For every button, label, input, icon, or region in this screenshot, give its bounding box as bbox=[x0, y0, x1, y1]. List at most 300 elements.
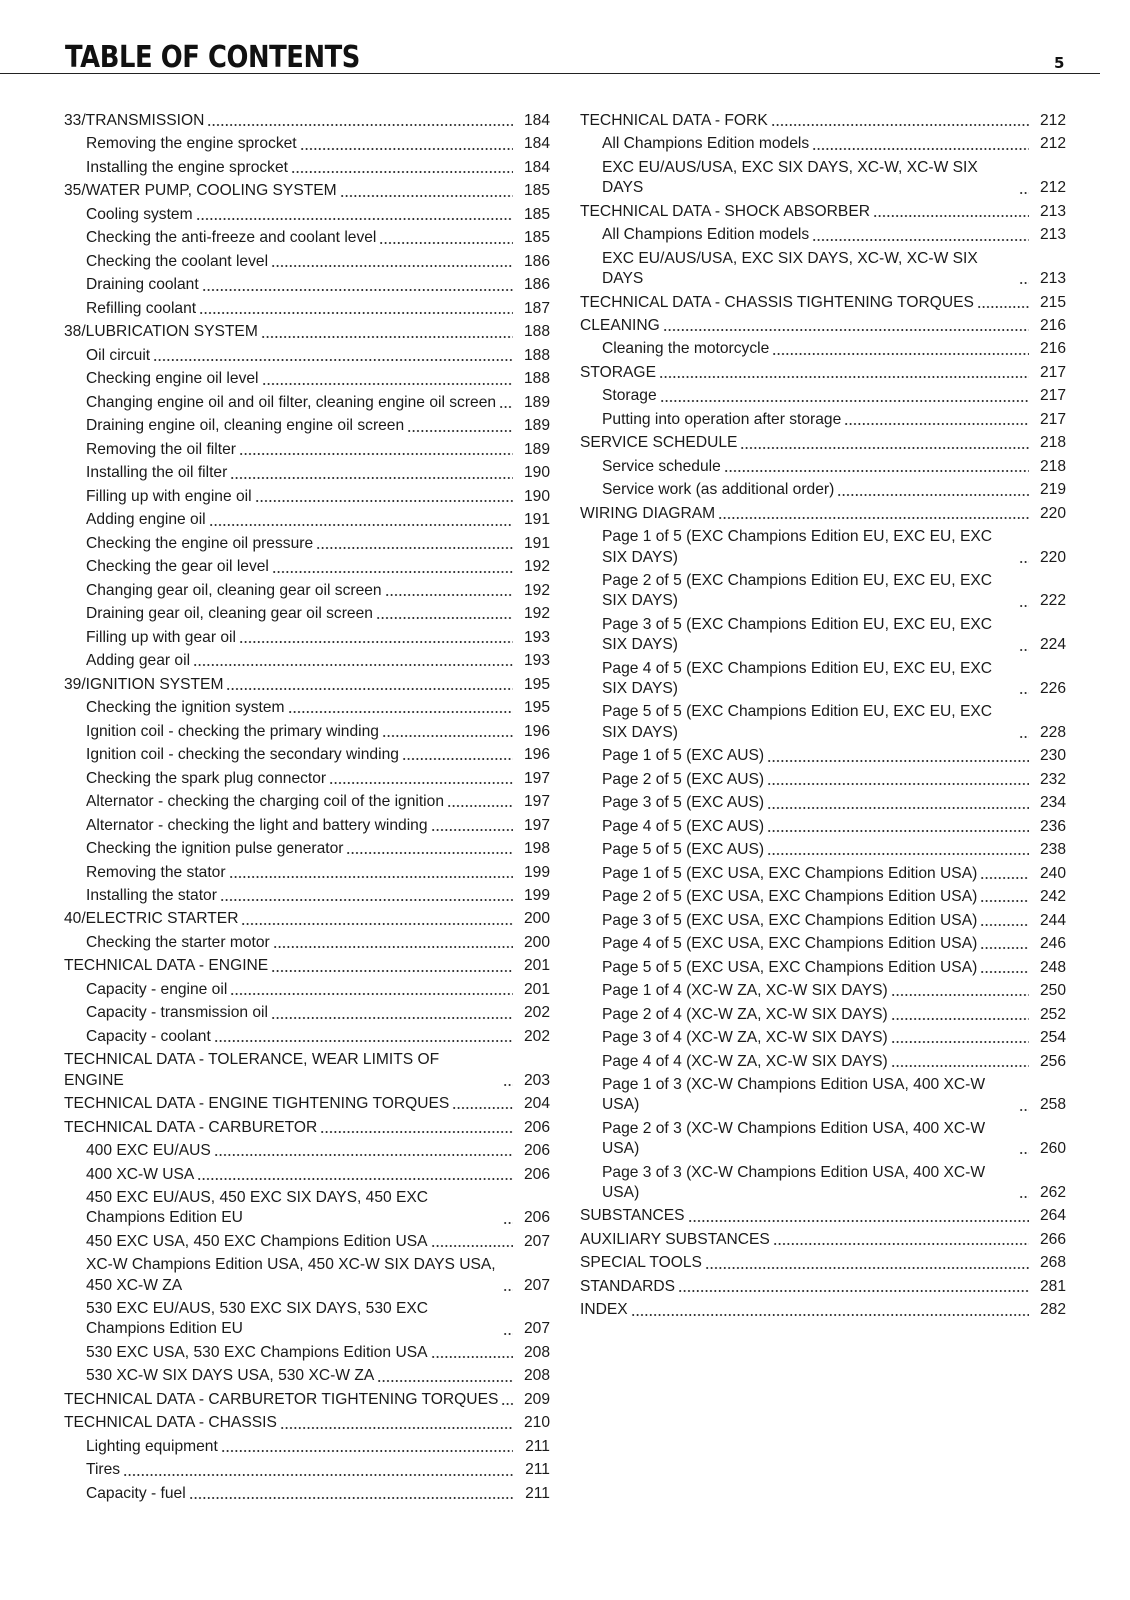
toc-entry-page: 184 bbox=[523, 158, 550, 176]
toc-entry-page: 188 bbox=[523, 346, 550, 364]
toc-subentry[interactable] bbox=[64, 980, 550, 1000]
toc-entry-title-wrap bbox=[86, 1484, 516, 1504]
dot-leader bbox=[346, 851, 513, 855]
toc-entry-title-wrap bbox=[86, 205, 516, 225]
dot-leader bbox=[977, 305, 1029, 309]
toc-entry-title-wrap bbox=[86, 886, 516, 906]
toc-entry-page: 190 bbox=[523, 487, 550, 505]
toc-entry-page: 204 bbox=[523, 1095, 550, 1113]
toc-entry-page: 195 bbox=[523, 675, 550, 693]
toc-entry-title: 40/ELECTRIC STARTER bbox=[64, 910, 239, 928]
toc-entry-title: TECHNICAL DATA - ENGINE TIGHTENING TORQUES bbox=[64, 1095, 450, 1113]
toc-entry-title-wrap bbox=[86, 487, 516, 507]
dot-leader bbox=[214, 1153, 513, 1157]
toc-entry-title: Page 3 of 5 (EXC Champions Edition EU, EXC EU, EXC SIX DAYS) bbox=[602, 615, 993, 654]
toc-entry-title: Removing the stator bbox=[86, 863, 226, 881]
toc-entry-page: 212 bbox=[1039, 179, 1066, 197]
toc-entry-page: 185 bbox=[523, 229, 550, 247]
toc-entry-title-wrap bbox=[602, 934, 1032, 954]
dot-leader bbox=[239, 452, 513, 456]
toc-entry-page: 187 bbox=[523, 299, 550, 317]
dot-leader bbox=[196, 217, 513, 221]
toc-entry-title: Checking the engine oil pressure bbox=[86, 534, 314, 552]
toc-entry-title: Page 4 of 5 (EXC USA, EXC Champions Edition USA) bbox=[602, 935, 978, 953]
dot-leader bbox=[407, 429, 513, 433]
toc-entry-page: 191 bbox=[523, 534, 550, 552]
toc-entry[interactable] bbox=[64, 1094, 550, 1114]
dot-leader bbox=[767, 806, 1029, 810]
dot-leader bbox=[291, 170, 513, 174]
toc-subentry[interactable] bbox=[580, 958, 1066, 978]
toc-entry-title-wrap bbox=[86, 534, 516, 554]
toc-subentry[interactable] bbox=[64, 863, 550, 883]
toc-entry[interactable] bbox=[64, 322, 550, 342]
toc-entry-title-wrap bbox=[86, 134, 516, 154]
toc-entry[interactable] bbox=[580, 202, 1066, 222]
toc-entry-title: 33/TRANSMISSION bbox=[64, 112, 205, 129]
toc-entry-title-wrap bbox=[602, 702, 1032, 743]
toc-subentry[interactable] bbox=[64, 1366, 550, 1386]
toc-subentry[interactable] bbox=[64, 557, 550, 577]
dot-leader bbox=[230, 992, 513, 996]
toc-entry-title: XC-W Champions Edition USA, 450 XC-W SIX DAYS USA, 450 XC-W ZA bbox=[86, 1256, 496, 1294]
toc-entry-page: 186 bbox=[523, 276, 550, 294]
toc-subentry[interactable] bbox=[580, 887, 1066, 907]
toc-entry-page: 208 bbox=[523, 1343, 550, 1361]
toc-entry-title: Storage bbox=[602, 387, 657, 405]
toc-entry-title: Page 3 of 3 (XC-W Champions Edition USA, 400 XC-W USA) bbox=[602, 1163, 986, 1201]
dot-leader bbox=[316, 546, 513, 550]
toc-subentry[interactable] bbox=[580, 770, 1066, 790]
dot-leader bbox=[209, 523, 513, 527]
dot-leader bbox=[382, 734, 513, 738]
dot-leader bbox=[1019, 1108, 1029, 1112]
toc-entry[interactable] bbox=[64, 1050, 550, 1091]
toc-entry-page: 197 bbox=[523, 816, 550, 834]
toc-entry-title: Installing the stator bbox=[86, 886, 217, 904]
toc-entry[interactable] bbox=[64, 181, 550, 201]
dot-leader bbox=[320, 1130, 513, 1134]
toc-entry-title-wrap bbox=[86, 346, 516, 366]
toc-entry-title-wrap bbox=[86, 722, 516, 742]
toc-subentry[interactable] bbox=[64, 698, 550, 718]
toc-entry-title-wrap bbox=[86, 651, 516, 671]
toc-subentry[interactable] bbox=[64, 604, 550, 624]
dot-leader bbox=[688, 1219, 1029, 1223]
toc-entry-title: Capacity - engine oil bbox=[86, 980, 228, 998]
page-number: 5 bbox=[1054, 54, 1065, 72]
toc-subentry[interactable] bbox=[64, 205, 550, 225]
toc-subentry[interactable] bbox=[64, 134, 550, 154]
toc-entry-title-wrap bbox=[602, 770, 1032, 790]
toc-entry-title-wrap bbox=[602, 840, 1032, 860]
toc-subentry[interactable] bbox=[580, 134, 1066, 154]
toc-entry-page: 248 bbox=[1039, 958, 1066, 976]
dot-leader bbox=[221, 1449, 513, 1453]
toc-subentry[interactable] bbox=[580, 457, 1066, 477]
dot-leader bbox=[980, 923, 1029, 927]
toc-entry[interactable] bbox=[580, 504, 1066, 524]
toc-entry-page: 236 bbox=[1039, 817, 1066, 835]
toc-subentry[interactable] bbox=[64, 651, 550, 671]
toc-entry-title: Alternator - checking the charging coil of the ignition bbox=[86, 793, 444, 811]
toc-subentry[interactable] bbox=[580, 527, 1066, 568]
dot-leader bbox=[220, 898, 513, 902]
toc-entry-title: CLEANING bbox=[580, 316, 660, 334]
toc-entry-page: 200 bbox=[523, 933, 550, 951]
toc-subentry[interactable] bbox=[64, 1027, 550, 1047]
dot-leader bbox=[740, 446, 1029, 450]
toc-entry-title-wrap bbox=[602, 911, 1032, 931]
toc-entry-page: 219 bbox=[1039, 481, 1066, 499]
toc-entry-page: 206 bbox=[523, 1118, 550, 1136]
toc-entry-title-wrap bbox=[602, 339, 1032, 359]
toc-entry-title-wrap bbox=[580, 1253, 1032, 1273]
toc-entry-page: 258 bbox=[1039, 1096, 1066, 1114]
toc-entry-title: Ignition coil - checking the secondary winding bbox=[86, 746, 399, 764]
toc-entry[interactable] bbox=[64, 909, 550, 929]
toc-entry-page: 189 bbox=[523, 417, 550, 435]
toc-entry-title-wrap bbox=[64, 1390, 516, 1410]
toc-entry-title-wrap bbox=[580, 1300, 1032, 1320]
toc-subentry[interactable] bbox=[580, 615, 1066, 656]
dot-leader bbox=[431, 1244, 513, 1248]
toc-entry-title-wrap bbox=[86, 980, 516, 1000]
toc-entry-page: 184 bbox=[523, 112, 550, 129]
toc-entry-page: 244 bbox=[1039, 911, 1066, 929]
toc-entry-title: Checking the spark plug connector bbox=[86, 769, 327, 787]
toc-entry[interactable] bbox=[580, 363, 1066, 383]
toc-entry[interactable] bbox=[580, 1206, 1066, 1226]
toc-entry-page: 213 bbox=[1039, 226, 1066, 244]
toc-subentry[interactable] bbox=[64, 839, 550, 859]
toc-entry[interactable] bbox=[64, 1413, 550, 1433]
toc-entry-title: Oil circuit bbox=[86, 346, 151, 364]
toc-entry-title-wrap bbox=[86, 745, 516, 765]
toc-entry-title: Changing engine oil and oil filter, cleaning engine oil screen bbox=[86, 393, 497, 411]
dot-leader bbox=[724, 469, 1029, 473]
toc-entry-title: SERVICE SCHEDULE bbox=[580, 434, 738, 452]
toc-subentry[interactable] bbox=[64, 628, 550, 648]
toc-entry-page: 208 bbox=[523, 1367, 550, 1385]
toc-entry[interactable] bbox=[580, 293, 1066, 313]
toc-subentry[interactable] bbox=[580, 746, 1066, 766]
page-header bbox=[0, 0, 1100, 74]
toc-entry-title: Page 5 of 5 (EXC USA, EXC Champions Edition USA) bbox=[602, 958, 978, 976]
dot-leader bbox=[273, 945, 513, 949]
toc-entry-page: 252 bbox=[1039, 1005, 1066, 1023]
toc-subentry[interactable] bbox=[64, 440, 550, 460]
dot-leader bbox=[241, 922, 513, 926]
toc-subentry[interactable] bbox=[580, 659, 1066, 700]
toc-entry-page: 186 bbox=[523, 252, 550, 270]
toc-entry-title-wrap bbox=[602, 981, 1032, 1001]
dot-leader bbox=[767, 852, 1029, 856]
toc-entry-title: Page 4 of 5 (EXC AUS) bbox=[602, 817, 765, 835]
toc-entry-title-wrap bbox=[602, 659, 1032, 700]
toc-subentry[interactable] bbox=[580, 1163, 1066, 1204]
toc-subentry[interactable] bbox=[580, 1119, 1066, 1160]
toc-entry-title: 450 EXC EU/AUS, 450 EXC SIX DAYS, 450 EXC Champions Edition EU bbox=[86, 1189, 429, 1227]
dot-leader bbox=[1019, 1195, 1029, 1199]
dot-leader bbox=[300, 147, 513, 151]
toc-entry-page: 228 bbox=[1039, 723, 1066, 741]
toc-entry-title: TECHNICAL DATA - CHASSIS bbox=[64, 1414, 277, 1432]
toc-subentry[interactable] bbox=[64, 792, 550, 812]
toc-subentry[interactable] bbox=[580, 817, 1066, 837]
toc-subentry[interactable] bbox=[64, 416, 550, 436]
toc-subentry[interactable] bbox=[64, 769, 550, 789]
toc-entry-page: 209 bbox=[523, 1390, 550, 1408]
toc-subentry[interactable] bbox=[64, 158, 550, 178]
toc-entry-title: Checking the gear oil level bbox=[86, 558, 269, 576]
dot-leader bbox=[773, 1242, 1029, 1246]
toc-entry-title: TECHNICAL DATA - SHOCK ABSORBER bbox=[580, 202, 870, 220]
dot-leader bbox=[262, 382, 513, 386]
toc-entry-title-wrap bbox=[86, 863, 516, 883]
toc-entry-title-wrap bbox=[602, 615, 1032, 656]
toc-entry-title: Filling up with engine oil bbox=[86, 487, 252, 505]
toc-subentry[interactable] bbox=[580, 480, 1066, 500]
dot-leader bbox=[1019, 191, 1029, 195]
toc-subentry[interactable] bbox=[64, 1165, 550, 1185]
toc-subentry[interactable] bbox=[64, 1343, 550, 1363]
toc-subentry[interactable] bbox=[64, 1232, 550, 1252]
toc-subentry[interactable] bbox=[580, 571, 1066, 612]
toc-entry-page: 188 bbox=[523, 323, 550, 341]
toc-entry-page: 201 bbox=[523, 957, 550, 975]
toc-subentry[interactable] bbox=[580, 1052, 1066, 1072]
toc-entry-title: Page 1 of 3 (XC-W Champions Edition USA, 400 XC-W USA) bbox=[602, 1076, 986, 1114]
toc-entry-page: 282 bbox=[1039, 1301, 1066, 1319]
toc-subentry[interactable] bbox=[580, 249, 1066, 290]
toc-entry-page: 232 bbox=[1039, 770, 1066, 788]
toc-subentry[interactable] bbox=[64, 1003, 550, 1023]
toc-entry[interactable] bbox=[64, 1390, 550, 1410]
dot-leader bbox=[153, 358, 513, 362]
dot-leader bbox=[1019, 560, 1029, 564]
toc-entry-page: 264 bbox=[1039, 1207, 1066, 1225]
toc-entry[interactable] bbox=[580, 111, 1066, 131]
toc-subentry[interactable] bbox=[580, 702, 1066, 743]
dot-leader bbox=[271, 969, 513, 973]
toc-entry-title: Page 1 of 4 (XC-W ZA, XC-W SIX DAYS) bbox=[602, 982, 888, 1000]
toc-subentry[interactable] bbox=[64, 816, 550, 836]
toc-entry[interactable] bbox=[580, 1253, 1066, 1273]
toc-entry-title-wrap bbox=[580, 316, 1032, 336]
toc-entry[interactable] bbox=[580, 316, 1066, 336]
dot-leader bbox=[659, 375, 1029, 379]
dot-leader bbox=[503, 1221, 513, 1225]
toc-entry-title-wrap bbox=[86, 1460, 516, 1480]
toc-entry-title: Page 4 of 4 (XC-W ZA, XC-W SIX DAYS) bbox=[602, 1052, 888, 1070]
toc-subentry[interactable] bbox=[580, 158, 1066, 199]
toc-entry-title-wrap bbox=[602, 386, 1032, 406]
toc-subentry[interactable] bbox=[64, 393, 550, 413]
toc-entry-page: 197 bbox=[523, 769, 550, 787]
toc-subentry[interactable] bbox=[580, 386, 1066, 406]
toc-entry-title: Adding engine oil bbox=[86, 511, 206, 529]
toc-entry-page: 234 bbox=[1039, 794, 1066, 812]
toc-entry-title: TECHNICAL DATA - TOLERANCE, WEAR LIMITS OF ENGINE bbox=[64, 1051, 440, 1089]
toc-entry[interactable] bbox=[580, 1230, 1066, 1250]
toc-subentry[interactable] bbox=[580, 840, 1066, 860]
toc-subentry[interactable] bbox=[580, 1075, 1066, 1116]
toc-entry-page: 192 bbox=[523, 581, 550, 599]
toc-subentry[interactable] bbox=[64, 487, 550, 507]
toc-entry-page: 217 bbox=[1039, 363, 1066, 381]
dot-leader bbox=[214, 1039, 513, 1043]
toc-entry-page: 207 bbox=[523, 1232, 550, 1250]
toc-entry-title: WIRING DIAGRAM bbox=[580, 504, 716, 522]
toc-subentry[interactable] bbox=[64, 581, 550, 601]
toc-subentry[interactable] bbox=[64, 1437, 550, 1457]
toc-subentry[interactable] bbox=[580, 1028, 1066, 1048]
toc-subentry[interactable] bbox=[64, 933, 550, 953]
toc-entry-title-wrap bbox=[602, 480, 1032, 500]
toc-entry[interactable] bbox=[64, 1118, 550, 1138]
toc-entry-title: Checking the ignition pulse generator bbox=[86, 840, 344, 858]
toc-subentry[interactable] bbox=[64, 534, 550, 554]
toc-subentry[interactable] bbox=[64, 1255, 550, 1296]
dot-leader bbox=[718, 516, 1029, 520]
toc-entry-title: Page 5 of 5 (EXC AUS) bbox=[602, 841, 765, 859]
toc-subentry[interactable] bbox=[580, 864, 1066, 884]
toc-subentry[interactable] bbox=[580, 410, 1066, 430]
toc-entry-title: Filling up with gear oil bbox=[86, 628, 236, 646]
toc-subentry[interactable] bbox=[64, 1141, 550, 1161]
dot-leader bbox=[980, 876, 1029, 880]
dot-leader bbox=[340, 194, 513, 198]
toc-entry-title-wrap bbox=[602, 793, 1032, 813]
toc-subentry[interactable] bbox=[64, 463, 550, 483]
toc-entry-title-wrap bbox=[602, 1163, 1032, 1204]
toc-subentry[interactable] bbox=[580, 934, 1066, 954]
toc-entry-title-wrap bbox=[602, 864, 1032, 884]
toc-entry-page: 266 bbox=[1039, 1230, 1066, 1248]
toc-entry-page: 254 bbox=[1039, 1029, 1066, 1047]
toc-subentry[interactable] bbox=[64, 1460, 550, 1480]
toc-entry-title-wrap bbox=[86, 1343, 516, 1363]
toc-entry-title: EXC EU/AUS/USA, EXC SIX DAYS, XC-W, XC-W SIX DAYS bbox=[602, 158, 978, 197]
toc-entry[interactable] bbox=[580, 433, 1066, 453]
toc-entry-title-wrap bbox=[86, 1141, 516, 1161]
toc-entry-page: 192 bbox=[523, 605, 550, 623]
toc-entry-page: 201 bbox=[523, 980, 550, 998]
dot-leader bbox=[771, 123, 1029, 127]
toc-entry-page: 184 bbox=[523, 135, 550, 153]
dot-leader bbox=[844, 422, 1029, 426]
dot-leader bbox=[767, 782, 1029, 786]
toc-entry-title: Capacity - transmission oil bbox=[86, 1004, 268, 1022]
dot-leader bbox=[891, 1040, 1029, 1044]
toc-entry-title: Cooling system bbox=[86, 205, 193, 223]
toc-subentry[interactable] bbox=[64, 228, 550, 248]
dot-leader bbox=[1019, 691, 1029, 695]
dot-leader bbox=[261, 335, 513, 339]
toc-entry-page: 213 bbox=[1039, 270, 1066, 288]
toc-subentry[interactable] bbox=[64, 722, 550, 742]
dot-leader bbox=[272, 570, 513, 574]
toc-entry-title-wrap bbox=[580, 111, 1032, 131]
toc-entry-page: 189 bbox=[523, 440, 550, 458]
toc-subentry[interactable] bbox=[580, 225, 1066, 245]
toc-entry-title: INDEX bbox=[580, 1301, 628, 1319]
toc-subentry[interactable] bbox=[64, 369, 550, 389]
dot-leader bbox=[447, 804, 513, 808]
toc-entry-title: TECHNICAL DATA - CARBURETOR TIGHTENING TORQUES bbox=[64, 1390, 499, 1408]
toc-subentry[interactable] bbox=[580, 793, 1066, 813]
toc-entry-page: 217 bbox=[1039, 387, 1066, 405]
toc-entry-title: Service work (as additional order) bbox=[602, 481, 835, 499]
toc-entry-page: 195 bbox=[523, 699, 550, 717]
toc-entry-title: 38/LUBRICATION SYSTEM bbox=[64, 323, 258, 341]
toc-entry-title: Lighting equipment bbox=[86, 1437, 218, 1455]
toc-entry-title-wrap bbox=[86, 463, 516, 483]
toc-entry-title: Checking the ignition system bbox=[86, 699, 285, 717]
toc-subentry[interactable] bbox=[64, 1188, 550, 1229]
toc-entry-title-wrap bbox=[86, 1366, 516, 1386]
toc-entry-title-wrap bbox=[580, 363, 1032, 383]
toc-entry[interactable] bbox=[580, 1300, 1066, 1320]
toc-entry-page: 188 bbox=[523, 370, 550, 388]
toc-subentry[interactable] bbox=[64, 346, 550, 366]
dot-leader bbox=[193, 663, 513, 667]
toc-subentry[interactable] bbox=[64, 745, 550, 765]
toc-entry-title-wrap bbox=[64, 322, 516, 342]
toc-subentry[interactable] bbox=[64, 510, 550, 530]
toc-entry-page: 211 bbox=[525, 1484, 550, 1502]
toc-entry-title: Installing the oil filter bbox=[86, 464, 228, 482]
dot-leader bbox=[202, 288, 513, 292]
toc-entry-title-wrap bbox=[86, 158, 516, 178]
toc-subentry[interactable] bbox=[64, 1484, 550, 1504]
toc-entry-title-wrap bbox=[580, 1230, 1032, 1250]
toc-entry[interactable] bbox=[580, 1277, 1066, 1297]
toc-entry-title: All Champions Edition models bbox=[602, 135, 810, 153]
toc-entry-title: Checking the coolant level bbox=[86, 252, 269, 270]
toc-entry-title-wrap bbox=[580, 504, 1032, 524]
toc-subentry[interactable] bbox=[580, 911, 1066, 931]
toc-entry-page: 196 bbox=[523, 722, 550, 740]
toc-subentry[interactable] bbox=[580, 1005, 1066, 1025]
toc-entry-title: 35/WATER PUMP, COOLING SYSTEM bbox=[64, 182, 337, 200]
toc-subentry[interactable] bbox=[64, 252, 550, 272]
toc-entry-page: 207 bbox=[523, 1276, 550, 1294]
dot-leader bbox=[271, 1016, 513, 1020]
dot-leader bbox=[772, 352, 1029, 356]
toc-entry-title-wrap bbox=[86, 933, 516, 953]
toc-entry-title-wrap bbox=[580, 1277, 1032, 1297]
toc-subentry[interactable] bbox=[64, 299, 550, 319]
toc-entry-title-wrap bbox=[86, 1299, 516, 1340]
toc-entry-title-wrap bbox=[86, 228, 516, 248]
toc-entry[interactable] bbox=[64, 111, 550, 131]
toc-entry-title-wrap bbox=[86, 557, 516, 577]
toc-entry-title-wrap bbox=[580, 433, 1032, 453]
dot-leader bbox=[1019, 1151, 1029, 1155]
toc-subentry[interactable] bbox=[580, 339, 1066, 359]
toc-subentry[interactable] bbox=[580, 981, 1066, 1001]
toc-entry[interactable] bbox=[64, 956, 550, 976]
toc-subentry[interactable] bbox=[64, 1299, 550, 1340]
toc-entry-title-wrap bbox=[602, 958, 1032, 978]
toc-subentry[interactable] bbox=[64, 275, 550, 295]
toc-subentry[interactable] bbox=[64, 886, 550, 906]
toc-entry-title: SPECIAL TOOLS bbox=[580, 1254, 702, 1272]
toc-entry[interactable] bbox=[64, 675, 550, 695]
toc-entry-title-wrap bbox=[86, 440, 516, 460]
